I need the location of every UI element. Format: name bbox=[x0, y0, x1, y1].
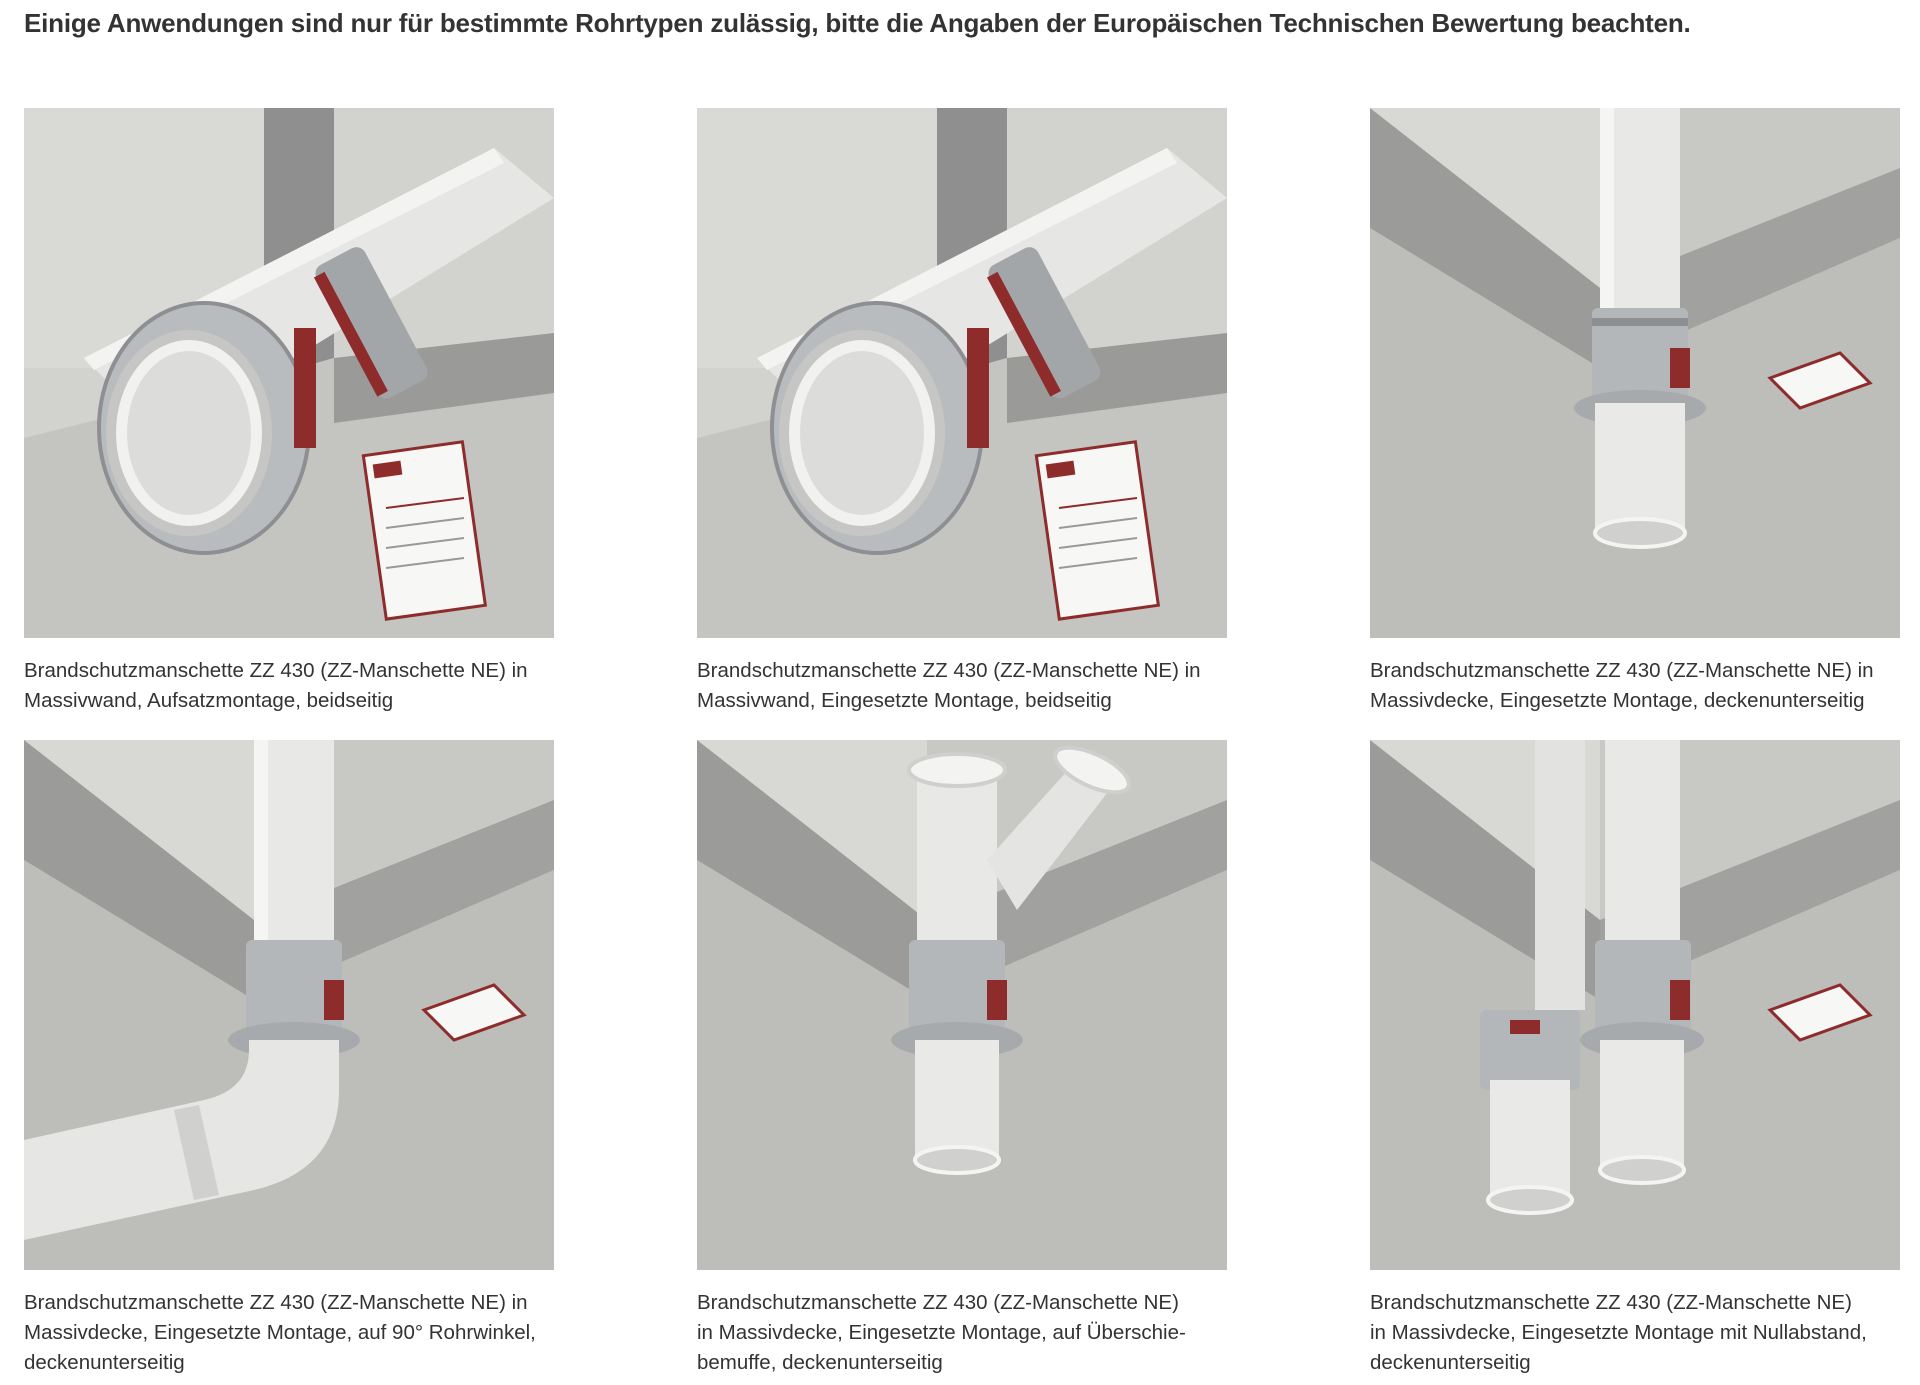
caption-line: Brandschutzmanschette ZZ 430 (ZZ-Manschette NE) bbox=[697, 1291, 1179, 1314]
caption-line: Massivwand, Aufsatzmontage, beidseitig bbox=[24, 689, 394, 712]
caption-line: Massivdecke, Eingesetzte Montage, deckenunterseitig bbox=[1370, 689, 1865, 712]
caption-line: Massivdecke, Eingesetzte Montage, auf 90° Rohrwinkel, bbox=[24, 1321, 536, 1344]
caption-line: Brandschutzmanschette ZZ 430 (ZZ-Manschette NE) in bbox=[24, 1291, 528, 1314]
illustration-ceiling-branch-pipe bbox=[697, 740, 1227, 1270]
ceiling-branch-pipe-graphic bbox=[697, 740, 1227, 1270]
ceiling-double-pipe-graphic bbox=[1370, 740, 1900, 1270]
illustration-ceiling-elbow-pipe bbox=[24, 740, 554, 1270]
caption-line: in Massivdecke, Eingesetzte Montage mit Nullabstand, bbox=[1370, 1321, 1867, 1344]
caption-line: Brandschutzmanschette ZZ 430 (ZZ-Manschette NE) in bbox=[1370, 659, 1874, 682]
wall-surface-mount-graphic bbox=[24, 108, 554, 638]
figure-caption-5 bbox=[697, 1288, 1277, 1378]
illustration-ceiling-double-pipe bbox=[1370, 740, 1900, 1270]
figure-caption-1 bbox=[24, 656, 604, 716]
caption-line: Massivwand, Eingesetzte Montage, beidseitig bbox=[697, 689, 1112, 712]
caption-line: bemuffe, deckenunterseitig bbox=[697, 1351, 943, 1374]
illustration-ceiling-straight-pipe bbox=[1370, 108, 1900, 638]
caption-line: deckenunterseitig bbox=[24, 1351, 185, 1374]
figure-caption-2 bbox=[697, 656, 1277, 716]
figure-caption-3 bbox=[1370, 656, 1920, 716]
caption-line: Brandschutzmanschette ZZ 430 (ZZ-Manschette NE) in bbox=[697, 659, 1201, 682]
caption-line: Brandschutzmanschette ZZ 430 (ZZ-Manschette NE) bbox=[1370, 1291, 1852, 1314]
figure-caption-4 bbox=[24, 1288, 604, 1378]
caption-line: deckenunterseitig bbox=[1370, 1351, 1531, 1374]
ceiling-elbow-pipe-graphic bbox=[24, 740, 554, 1270]
caption-line: Brandschutzmanschette ZZ 430 (ZZ-Manschette NE) in bbox=[24, 659, 528, 682]
caption-line: in Massivdecke, Eingesetzte Montage, auf Überschie- bbox=[697, 1321, 1186, 1344]
wall-inserted-mount-graphic bbox=[697, 108, 1227, 638]
page-headline: Einige Anwendungen sind nur für bestimmte Rohrtypen zulässig, bitte die Angaben der Europäischen Technischen Bewertung beachten. bbox=[24, 8, 1691, 38]
figure-caption-6 bbox=[1370, 1288, 1920, 1378]
illustration-wall-surface-mount bbox=[24, 108, 554, 638]
illustration-wall-inserted-mount bbox=[697, 108, 1227, 638]
ceiling-straight-pipe-graphic bbox=[1370, 108, 1900, 638]
